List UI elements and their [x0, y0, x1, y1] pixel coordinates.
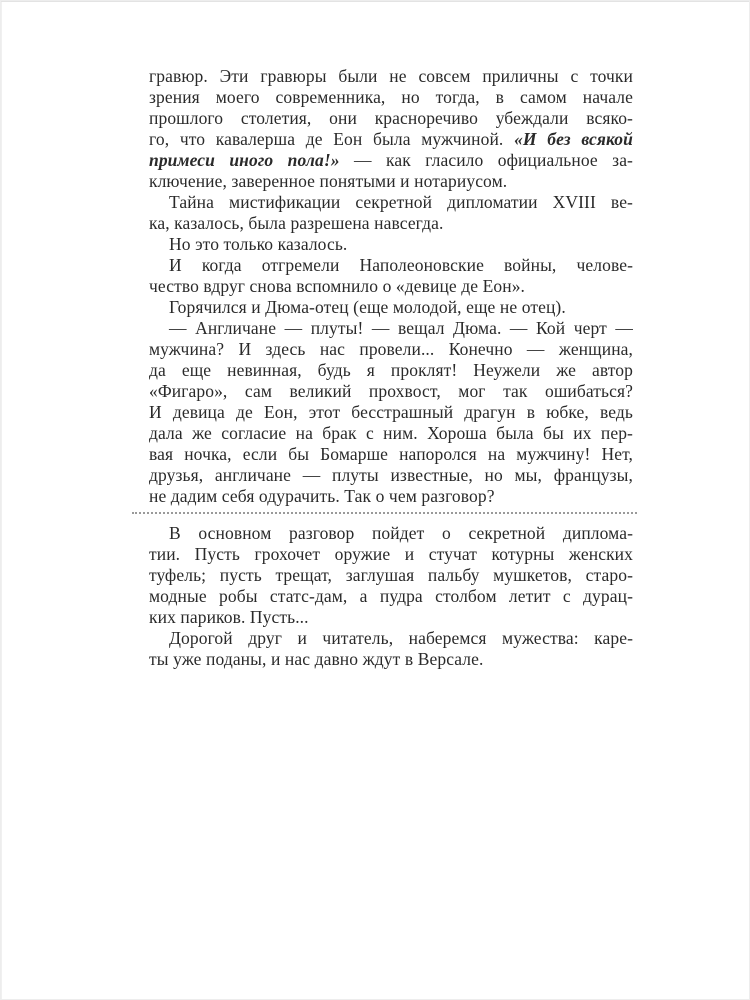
text-line [149, 486, 633, 507]
text-segment: туфель; пусть трещат, заглушая пальбу мушкетов, старо- [149, 565, 633, 585]
text-segment: — как гласило официальное за- [339, 150, 633, 170]
paragraph [149, 66, 633, 192]
text-line [149, 544, 633, 565]
text-segment: не дадим себя одурачить. Так о чем разговор? [149, 486, 495, 506]
text-line [149, 66, 633, 87]
text-segment: Дорогой друг и читатель, наберемся мужества: каре- [169, 628, 633, 648]
text-segment: прошлого столетия, они красноречиво убеждали всяко- [149, 108, 633, 128]
text-segment: «Фигаро», сам великий прохвост, мог так ошибаться? [149, 381, 633, 401]
text-segment: дала же согласие на брак с ним. Хороша была бы их пер- [149, 423, 633, 443]
text-segment: — Англичане — плуты! — вещал Дюма. — Кой черт — [169, 318, 633, 338]
text-line [149, 171, 633, 192]
paragraph [149, 255, 633, 297]
text-line [149, 297, 633, 318]
text-line [149, 234, 633, 255]
text-segment: друзья, англичане — плуты известные, но мы, французы, [149, 465, 633, 485]
text-line [149, 108, 633, 129]
text-segment: В основном разговор пойдет о секретной диплома- [169, 523, 633, 543]
text-line [149, 649, 633, 670]
text-line [149, 150, 633, 171]
text-segment: ты уже поданы, и нас давно ждут в Версале. [149, 649, 484, 669]
text-line [149, 402, 633, 423]
text-line [149, 465, 633, 486]
text-segment: гравюр. Эти гравюры были не совсем приличны с точки [149, 66, 633, 86]
paragraph [149, 318, 633, 507]
paragraph [149, 234, 633, 255]
text-segment: да еще невинная, будь я проклят! Неужели же автор [149, 360, 633, 380]
text-segment: ких париков. Пусть... [149, 607, 309, 627]
text-segment: И девица де Еон, этот бесстрашный драгун в юбке, ведь [149, 402, 633, 422]
text-segment: И когда отгремели Наполеоновские войны, челове- [169, 255, 633, 275]
paragraph [149, 628, 633, 670]
text-segment: зрения моего современника, но тогда, в самом начале [149, 87, 633, 107]
text-segment: ключение, заверенное понятыми и нотариусом. [149, 171, 508, 191]
text-segment: Горячился и Дюма-отец (еще молодой, еще не отец). [169, 297, 566, 317]
text-segment: Тайна мистификации секретной дипломатии XVIII ве- [169, 192, 633, 212]
text-line [149, 129, 633, 150]
emphasized-text: «И без всякой [514, 129, 633, 149]
text-line [149, 565, 633, 586]
emphasized-text: примеси иного пола!» [149, 150, 340, 170]
text-segment: мужчина? И здесь нас провели... Конечно — женщина, [149, 339, 633, 359]
section-separator [132, 512, 637, 514]
text-line [149, 444, 633, 465]
text-line [149, 607, 633, 628]
text-line [149, 360, 633, 381]
text-line [149, 255, 633, 276]
text-segment: модные робы статс-дам, а пудра столбом летит с дурац- [149, 586, 633, 606]
text-line [149, 339, 633, 360]
text-line [149, 213, 633, 234]
text-segment: тии. Пусть грохочет оружие и стучат котурны женских [149, 544, 633, 564]
text-segment: ка, казалось, была разрешена навсегда. [149, 213, 444, 233]
text-line [149, 192, 633, 213]
paragraph [149, 297, 633, 318]
paragraph [149, 523, 633, 628]
text-line [149, 381, 633, 402]
text-line [149, 586, 633, 607]
text-segment: го, что кавалерша де Еон была мужчиной. [149, 129, 515, 149]
text-segment: вая ночка, если бы Бомарше напоролся на мужчину! Нет, [149, 444, 633, 464]
text-line [149, 87, 633, 108]
text-segment: чество вдруг снова вспомнило о «девице де Еон». [149, 276, 526, 296]
text-line [149, 423, 633, 444]
paragraph [149, 192, 633, 234]
text-line [149, 318, 633, 339]
text-line [149, 523, 633, 544]
page-text [149, 66, 633, 670]
text-line [149, 628, 633, 649]
text-segment: Но это только казалось. [169, 234, 348, 254]
text-line [149, 276, 633, 297]
